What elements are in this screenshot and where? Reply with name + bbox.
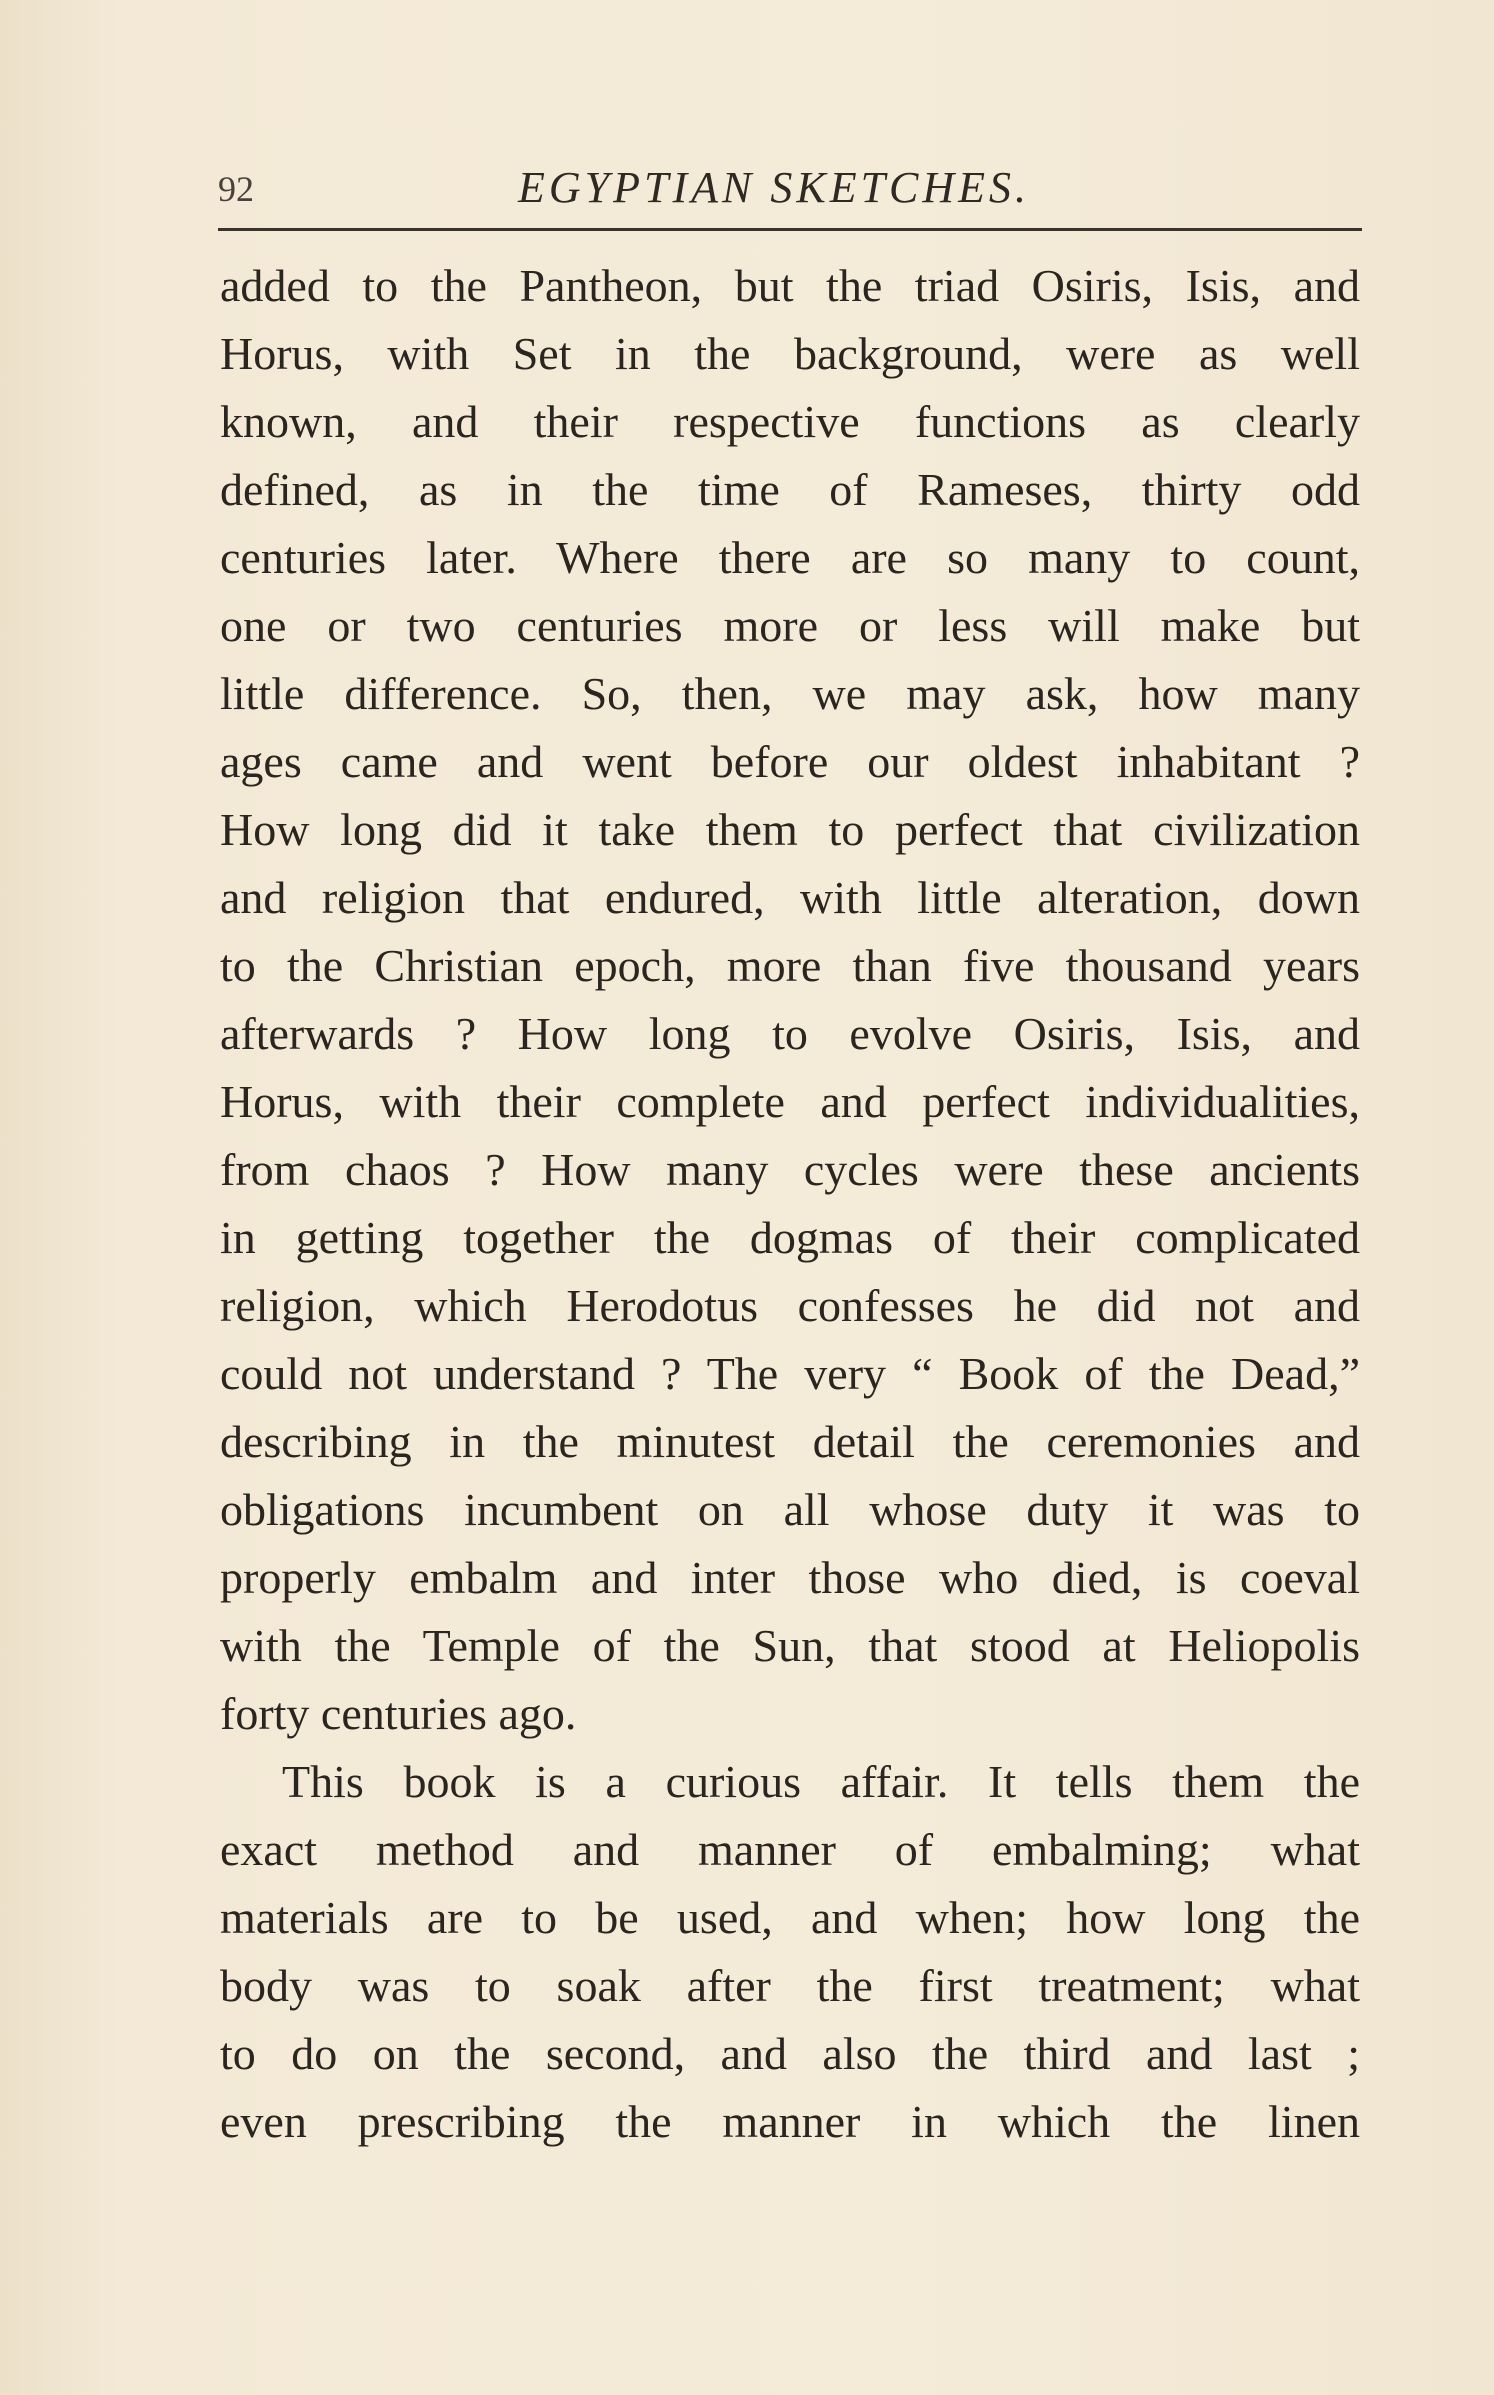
- text-line: little difference. So, then, we may ask, how many: [220, 668, 1360, 719]
- text-line: Horus, with their complete and perfect individualities,: [220, 1076, 1360, 1127]
- header-rule: [218, 228, 1362, 231]
- text-line: materials are to be used, and when; how long the: [220, 1892, 1360, 1943]
- text-line: defined, as in the time of Rameses, thirty odd: [220, 464, 1360, 515]
- page-number: 92: [218, 169, 254, 209]
- text-line: Horus, with Set in the background, were as well: [220, 328, 1360, 379]
- paragraph-end-line: forty centuries ago.: [220, 1688, 577, 1739]
- text-line: added to the Pantheon, but the triad Osiris, Isis, and: [220, 260, 1360, 311]
- text-line: ages came and went before our oldest inhabitant ?: [220, 736, 1360, 787]
- page-header: [218, 160, 1358, 220]
- paragraph-start-line: This book is a curious affair. It tells them the: [282, 1756, 1360, 1807]
- text-line: in getting together the dogmas of their complicated: [220, 1212, 1360, 1263]
- text-line: even prescribing the manner in which the linen: [220, 2096, 1360, 2147]
- text-line: afterwards ? How long to evolve Osiris, Isis, and: [220, 1008, 1360, 1059]
- body-text: [220, 252, 1360, 2156]
- text-line: one or two centuries more or less will make but: [220, 600, 1360, 651]
- running-head: EGYPTIAN SKETCHES.: [518, 163, 1031, 212]
- text-line: describing in the minutest detail the ceremonies and: [220, 1416, 1360, 1467]
- text-line: could not understand ? The very “ Book of the Dead,”: [220, 1348, 1360, 1399]
- text-line: centuries later. Where there are so many to count,: [220, 532, 1360, 583]
- text-line: to do on the second, and also the third and last ;: [220, 2028, 1360, 2079]
- text-line: exact method and manner of embalming; what: [220, 1824, 1360, 1875]
- text-line: obligations incumbent on all whose duty it was to: [220, 1484, 1360, 1535]
- text-line: known, and their respective functions as clearly: [220, 396, 1360, 447]
- text-line: religion, which Herodotus confesses he did not and: [220, 1280, 1360, 1331]
- text-line: from chaos ? How many cycles were these ancients: [220, 1144, 1360, 1195]
- text-line: and religion that endured, with little alteration, down: [220, 872, 1360, 923]
- text-line: with the Temple of the Sun, that stood at Heliopolis: [220, 1620, 1360, 1671]
- text-line: properly embalm and inter those who died, is coeval: [220, 1552, 1360, 1603]
- text-line: to the Christian epoch, more than five thousand years: [220, 940, 1360, 991]
- text-line: body was to soak after the first treatment; what: [220, 1960, 1360, 2011]
- text-line: How long did it take them to perfect that civilization: [220, 804, 1360, 855]
